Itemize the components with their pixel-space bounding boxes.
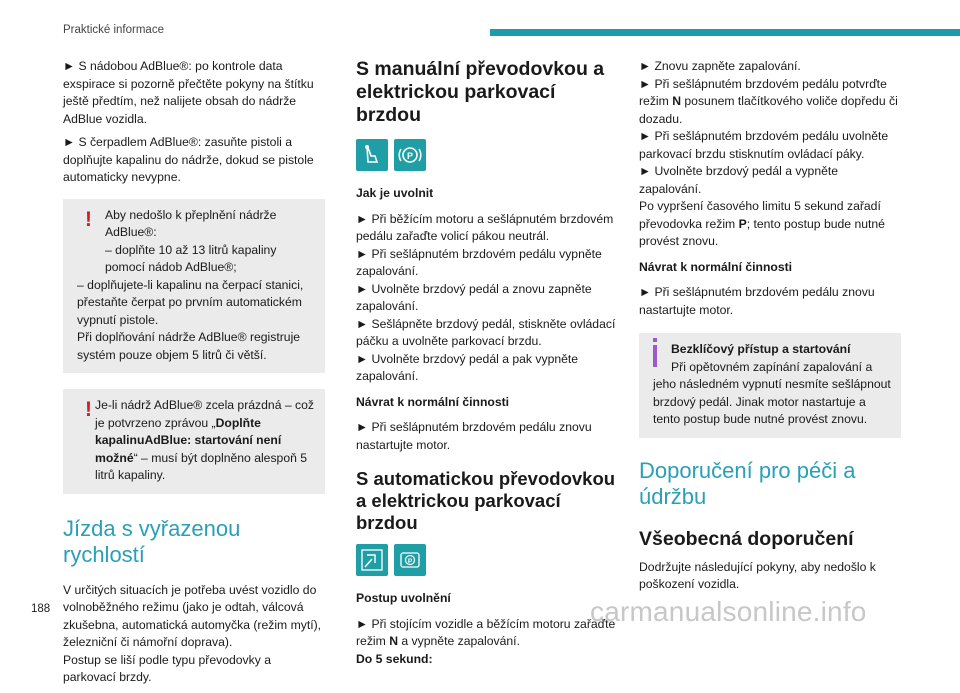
info-icon <box>653 345 657 367</box>
icon-row-automatic <box>356 544 618 576</box>
column-1 <box>63 58 325 693</box>
automatic-gear-icon <box>356 544 388 576</box>
step-return-auto: ► Při sešlápnutém brzdovém pedálu znovu nastartujte motor. <box>639 285 875 317</box>
parking-brake-icon <box>394 139 426 171</box>
warning-line-2: – doplňte 10 až 13 litrů kapaliny pomocí nádob AdBlue®; <box>105 242 277 274</box>
manual-gear-icon <box>356 139 388 171</box>
section-heading-manual: S manuální převodovkou a elektrickou parkovací brzdou <box>356 58 605 126</box>
warning-box-empty-tank <box>63 389 325 494</box>
step-3: ► Uvolněte brzdový pedál a znovu zapněte zapalování. <box>356 281 592 313</box>
within-5-seconds: Do 5 sekund: <box>356 651 433 666</box>
step-auto-5: ► Uvolněte brzdový pedál a vypněte zapalování. <box>639 164 839 196</box>
step-auto-3-post: posunem tlačítkového voliče dopředu či dozadu. <box>639 94 898 126</box>
subheading-return: Návrat k normální činnosti <box>356 394 510 409</box>
subheading-release-procedure: Postup uvolnění <box>356 591 451 605</box>
warning-line-4: Při doplňování nádrže AdBlue® registruje systém pouze objem 5 litrů či větší. <box>77 330 301 362</box>
step-auto-3-mode: N <box>672 94 681 108</box>
subheading-release: Jak je uvolnit <box>356 186 434 200</box>
page-number: 188 <box>31 603 51 615</box>
warning-exclamation-icon: ! <box>85 207 92 231</box>
paragraph-neutral-situations: V určitých situacích je potřeba uvést vozidlo do volnoběžného režimu (jako je odtah, válcová zkušebna, automatická automyčka (režim mytí), železniční či námořní doprava). <box>63 582 322 649</box>
step-auto-3-pre: ► Při sešlápnutém brzdovém pedálu potvrďte režim <box>639 76 887 108</box>
icon-row-manual <box>356 139 618 171</box>
watermark: carmanualsonline.info <box>590 596 867 627</box>
step-auto-2: ► Znovu zapněte zapalování. <box>639 59 801 73</box>
svg-text:P: P <box>406 151 414 161</box>
step-4: ► Sešlápněte brzdový pedál, stiskněte ovládací páčku a uvolněte parkovací brzdu. <box>356 316 616 348</box>
timeout-note-post: ; tento postup bude nutné provést znovu. <box>639 216 885 248</box>
warning-empty-part-1: Je-li nádrž AdBlue® zcela prázdná – což je potvrzeno zprávou „ <box>95 398 314 430</box>
step-auto-4: ► Při sešlápnutém brzdovém pedálu uvolněte parkovací brzdu stisknutím ovládací páky. <box>639 129 889 161</box>
header-accent-bar <box>490 29 960 36</box>
info-title: Bezklíčový přístup a startování <box>671 342 851 356</box>
step-automatic-1 <box>356 616 618 651</box>
step-automatic-1-post: a vypněte zapalování. <box>398 634 520 648</box>
paragraph-adblue-pump: ► S čerpadlem AdBlue®: zasuňte pistoli a doplňujte kapalinu do nádrže, dokud se pistole automaticky nevypne. <box>63 135 314 184</box>
timeout-note-pre: Po vypršení časového limitu 5 sekund zařadí převodovka režim <box>639 199 881 231</box>
step-2: ► Při sešlápnutém brzdovém pedálu vypněte zapalování. <box>356 246 602 278</box>
subheading-return-auto: Návrat k normální činnosti <box>639 259 793 274</box>
paragraph-neutral-procedure: Postup se liší podle typu převodovky a parkovací brzdy. <box>63 652 271 684</box>
info-box-keyless <box>639 333 901 438</box>
section-heading-automatic: S automatickou převodovkou a elektrickou parkovací brzdou <box>356 468 616 533</box>
warning-exclamation-icon: ! <box>85 398 92 421</box>
timeout-note <box>639 198 901 251</box>
section-heading-care: Doporučení pro péči a údržbu <box>639 457 856 509</box>
warning-line-3: – doplňujete-li kapalinu na čerpací stanici, přestaňte čerpat po prvním automatickém vypnutí pistole. <box>77 277 304 327</box>
step-return: ► Při sešlápnutém brzdovém pedálu znovu nastartujte motor. <box>356 420 592 452</box>
warning-line-1: Aby nedošlo k přeplnění nádrže AdBlue®: <box>105 207 277 239</box>
warning-empty-part-2: “ – musí být doplněno alespoň 5 litrů kapaliny. <box>95 450 308 482</box>
warning-box-overfill <box>63 199 325 374</box>
warning-empty-text <box>77 397 315 485</box>
step-automatic-1-mode: N <box>389 634 398 648</box>
section-heading-neutral: Jízda s vyřazenou rychlostí <box>63 515 241 567</box>
section-heading-general: Všeobecná doporučení <box>639 527 854 550</box>
paragraph-adblue-container: ► S nádobou AdBlue®: po kontrole data exspirace si pozorně přečtěte pokyny na štítku ještě předtím, než nalijete obsah do nádrže AdBlue vozidla. <box>63 59 314 126</box>
column-3 <box>639 58 901 600</box>
step-auto-3 <box>639 76 901 129</box>
running-header: Praktické informace <box>63 24 164 36</box>
warning-empty-message: Doplňte kapalinuAdBlue: startování není možné <box>95 415 282 465</box>
svg-text:P: P <box>407 558 413 565</box>
electric-parking-brake-icon <box>394 544 426 576</box>
paragraph-general: Dodržujte následující pokyny, aby nedošlo k poškození vozidla. <box>639 559 876 591</box>
column-2 <box>356 58 618 674</box>
info-text: Při opětovném zapínání zapalování a jeho následném vypnutí nesmíte sešlápnout brzdový pedál. Jinak motor nastartuje a tento postup bude nutné provést znovu. <box>653 359 891 426</box>
step-5: ► Uvolněte brzdový pedál a pak vypněte zapalování. <box>356 351 579 383</box>
step-1: ► Při běžícím motoru a sešlápnutém brzdovém pedálu zařaďte volicí pákou neutrál. <box>356 211 614 243</box>
timeout-note-mode: P <box>738 216 747 231</box>
step-automatic-1-pre: ► Při stojícím vozidle a běžícím motoru zařaďte režim <box>356 616 616 648</box>
